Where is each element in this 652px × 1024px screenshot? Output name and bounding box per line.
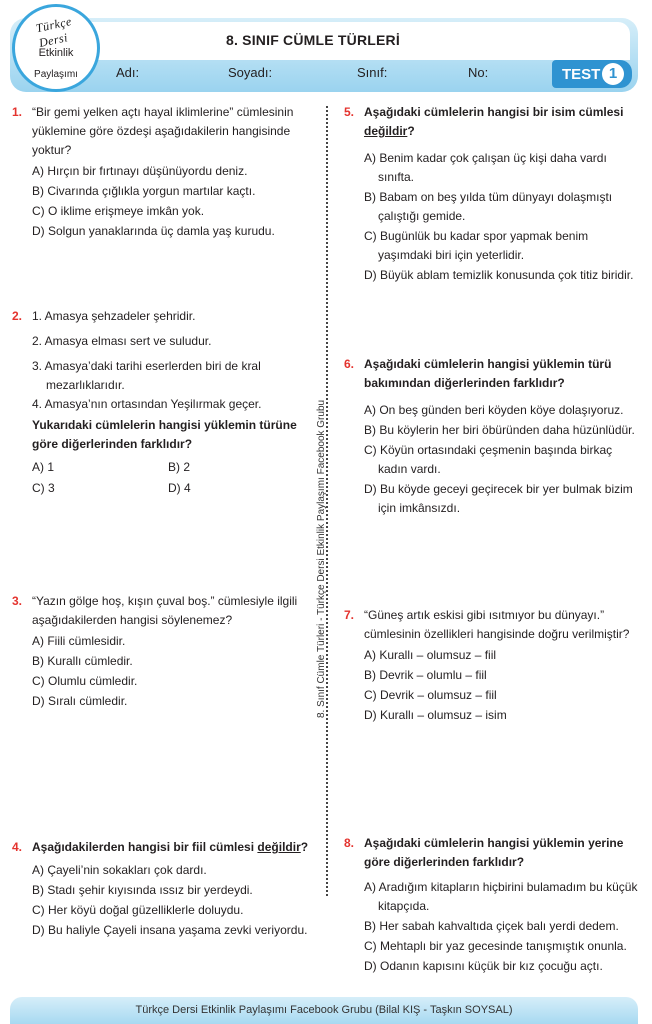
logo — [12, 4, 100, 92]
question-stem: Aşağıdaki cümlelerin hangisi yüklemin türü bakımından diğerlerinden farklıdır? — [364, 357, 612, 390]
logo-line2: Paylaşımı — [34, 69, 78, 80]
option-b[interactable]: B) Bu köylerin her biri öbüründen daha hüzünlüdür. — [364, 423, 635, 437]
option-a[interactable]: A) 1 — [32, 460, 55, 474]
option-d[interactable]: D) Odanın kapısını küçük bir kız çocuğu açtı. — [364, 959, 603, 973]
class-label: Sınıf: — [357, 65, 388, 80]
name-label: Adı: — [116, 65, 140, 80]
side-caption: 8. Sınıf Cümle Türleri - Türkçe Dersi Etkinlik Paylaşımı Facebook Grubu — [316, 399, 327, 718]
stem-text: Aşağıdaki cümlelerin hangisi bir isim cümlesi — [364, 105, 624, 119]
option-grid — [32, 458, 308, 498]
option-c[interactable]: C) Devrik – olumsuz – fiil — [364, 688, 497, 702]
logo-line1: Etkinlik — [38, 47, 74, 59]
question-number: 2. — [12, 309, 23, 323]
statement-4: 4. Amasya’nın ortasından Yeşilırmak geçer. — [32, 397, 262, 411]
question-stem: “Güneş artık eskisi gibi ısıtmıyor bu dünyayı.” cümlesinin özellikleri hangisinde doğru verilmiştir? — [364, 608, 630, 641]
question-number: 3. — [12, 594, 23, 608]
number-label: No: — [468, 65, 489, 80]
question-2 — [12, 307, 308, 498]
question-1 — [12, 103, 308, 241]
option-a[interactable]: A) Aradığım kitapların hiçbirini bulamadım bu küçük kitapçıda. — [364, 880, 638, 913]
stem-underlined: değildir — [364, 124, 408, 138]
test-label: TEST — [562, 66, 601, 83]
option-b[interactable]: B) Her sabah kahvaltıda çiçek balı yerdi dedem. — [364, 919, 619, 933]
question-number: 7. — [344, 608, 355, 622]
option-d[interactable]: D) 4 — [168, 481, 191, 495]
question-6 — [344, 355, 638, 518]
question-stem — [364, 103, 638, 141]
question-stem: “Yazın gölge hoş, kışın çuval boş.” cümlesiyle ilgili aşağıdakilerden hangisi söylenemez? — [32, 594, 298, 627]
option-b[interactable]: B) Kurallı cümledir. — [32, 654, 133, 668]
option-a[interactable]: A) Fiili cümlesidir. — [32, 634, 126, 648]
option-c[interactable]: C) Bugünlük bu kadar spor yapmak benim yaşımdaki biri için yeterlidir. — [364, 229, 589, 262]
option-c[interactable]: C) Olumlu cümledir. — [32, 674, 138, 688]
statement-1: 1. Amasya şehzadeler şehridir. — [32, 309, 196, 323]
question-number: 4. — [12, 840, 23, 854]
option-a[interactable]: A) Kurallı – olumsuz – fiil — [364, 648, 497, 662]
stem-end: ? — [300, 840, 309, 854]
question-7 — [344, 606, 638, 725]
stem-text: Aşağıdakilerden hangisi bir fiil cümlesi — [32, 840, 258, 854]
option-c[interactable]: C) Köyün ortasındaki çeşmenin başında birkaç kadın vardı. — [364, 443, 613, 476]
test-number: 1 — [602, 63, 624, 85]
option-d[interactable]: D) Bu haliyle Çayeli insana yaşama zevki veriyordu. — [32, 923, 308, 937]
option-c[interactable]: C) Her köyü doğal güzelliklerle doluydu. — [32, 903, 244, 917]
statement-2: 2. Amasya elması sert ve suludur. — [32, 334, 212, 348]
option-a[interactable]: A) Çayeli’nin sokakları çok dardı. — [32, 863, 207, 877]
option-b[interactable]: B) Babam on beş yılda tüm dünyayı dolaşmıştı çalıştığı gemide. — [364, 190, 613, 223]
option-b[interactable]: B) Stadı şehir kıyısında ıssız bir yerdeydi. — [32, 883, 253, 897]
option-c[interactable]: C) 3 — [32, 481, 55, 495]
question-stem — [32, 838, 310, 857]
option-a[interactable]: A) Benim kadar çok çalışan üç kişi daha vardı sınıfta. — [364, 151, 607, 184]
surname-label: Soyadı: — [228, 65, 273, 80]
option-b[interactable]: B) Devrik – olumlu – fiil — [364, 668, 487, 682]
question-4 — [12, 838, 310, 940]
question-stem: Aşağıdaki cümlelerin hangisi yüklemin yerine göre diğerlerinden farklıdır? — [364, 836, 624, 869]
option-b[interactable]: B) Civarında çığlıkla yorgun martılar kaçtı. — [32, 184, 256, 198]
statement-3: 3. Amasya’daki tarihi eserlerden biri de kral mezarlıklarıdır. — [32, 359, 261, 392]
question-stem: Yukarıdaki cümlelerin hangisi yüklemin türüne göre diğerlerinden farklıdır? — [32, 418, 297, 451]
footer — [10, 997, 638, 1024]
option-d[interactable]: D) Büyük ablam temizlik konusunda çok titiz biridir. — [364, 268, 634, 282]
option-b[interactable]: B) 2 — [168, 460, 191, 474]
question-5 — [344, 103, 638, 285]
question-number: 8. — [344, 836, 355, 850]
option-a[interactable]: A) Hırçın bir fırtınayı düşünüyordu deniz. — [32, 164, 248, 178]
question-number: 1. — [12, 105, 23, 119]
option-c[interactable]: C) O iklime erişmeye imkân yok. — [32, 204, 205, 218]
question-stem: “Bir gemi yelken açtı hayal iklimlerine” cümlesinin yüklemine göre özdeşi aşağıdakilerin hangisinde yoktur? — [32, 105, 294, 157]
option-d[interactable]: D) Kurallı – olumsuz – isim — [364, 708, 507, 722]
option-a[interactable]: A) On beş günden beri köyden köye dolaşıyoruz. — [364, 403, 624, 417]
option-c[interactable]: C) Mehtaplı bir yaz gecesinde tanışmıştık onunla. — [364, 939, 627, 953]
question-number: 6. — [344, 357, 355, 371]
question-3 — [12, 592, 308, 711]
page-title: 8. SINIF CÜMLE TÜRLERİ — [226, 32, 400, 48]
option-d[interactable]: D) Sıralı cümledir. — [32, 694, 128, 708]
footer-text: Türkçe Dersi Etkinlik Paylaşımı Facebook Grubu (Bilal KIŞ - Taşkın SOYSAL) — [135, 1004, 513, 1016]
option-d[interactable]: D) Bu köyde geceyi geçirecek bir yer bulmak bizim için imkânsızdı. — [364, 482, 633, 515]
option-d[interactable]: D) Solgun yanaklarında üç damla yaş kurudu. — [32, 224, 275, 238]
logo-arc-text: Türkçe Dersi — [34, 14, 73, 50]
test-badge — [552, 60, 632, 88]
question-number: 5. — [344, 105, 355, 119]
stem-end: ? — [407, 124, 415, 138]
stem-underlined: değildir — [257, 840, 301, 854]
question-8 — [344, 834, 638, 976]
